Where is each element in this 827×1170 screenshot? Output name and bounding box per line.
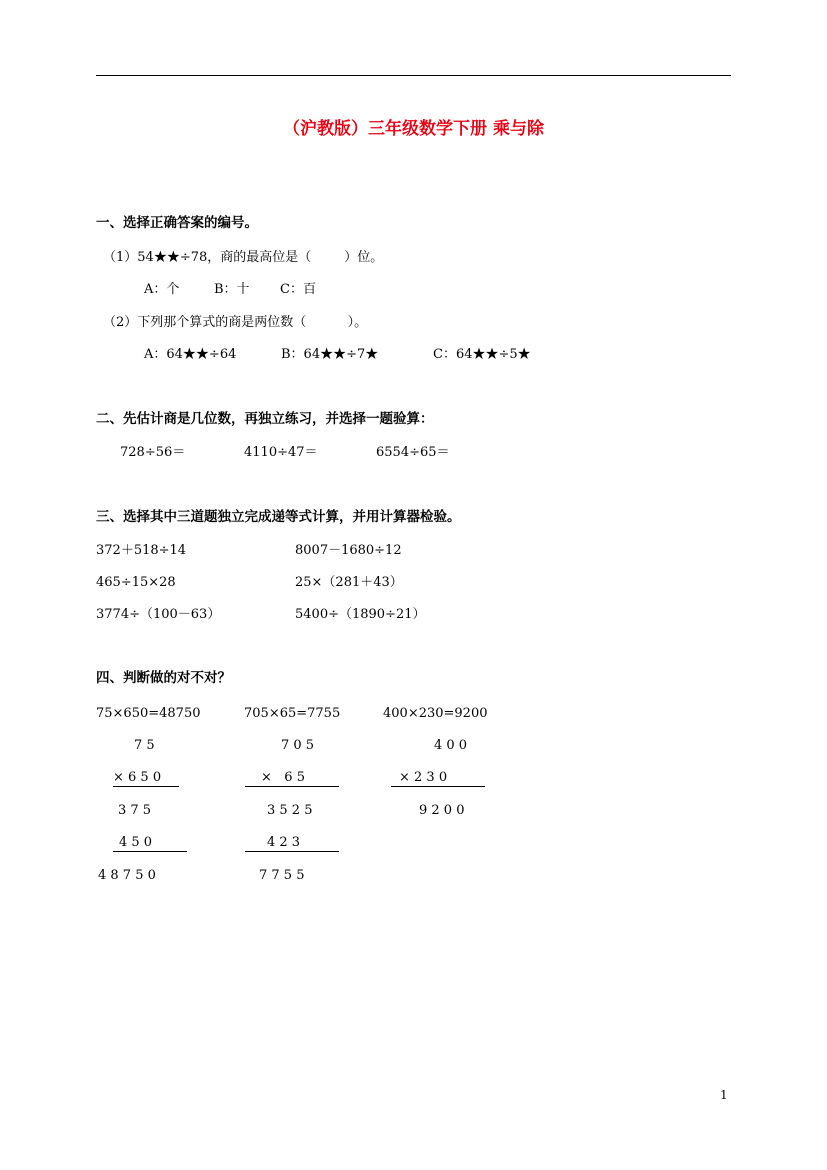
calc3-line1: 4 0 0 [434,738,468,753]
section1-q2-option-b: B：64★★÷7★ [281,347,379,362]
section3-expr-r1c2: 8007－1680÷12 [295,543,402,558]
section1-heading: 一、选择正确答案的编号。 [96,215,258,231]
calc2-line3: 3 5 2 5 [267,803,313,818]
section4-equation-2: 705×65=7755 [244,706,341,721]
section4-equation-3: 400×230=9200 [383,706,488,721]
section3-expr-r3c1: 3774÷（100－63） [96,607,221,622]
section3-expr-r2c2: 25×（281＋43） [295,575,403,590]
section1-q2-option-a: A：64★★÷64 [144,347,237,362]
section3-heading: 三、选择其中三道题独立完成递等式计算，并用计算器检验。 [96,509,461,525]
calc2-line1: 7 0 5 [281,738,315,753]
section2-heading: 二、先估计商是几位数，再独立练习，并选择一题验算： [96,411,434,427]
calc1-line2: × 6 5 0 [113,771,179,787]
section2-expr-3: 6554÷65＝ [376,445,450,460]
section2-expr-1: 728÷56＝ [120,445,186,460]
section3-expr-r3c2: 5400÷（1890÷21） [295,607,426,622]
calc2-line4: 4 2 3 [245,836,339,852]
section4-equation-1: 75×650=48750 [96,706,201,721]
section1-question2: （2）下列那个算式的商是两位数（ ）。 [103,315,368,330]
section1-q2-option-c: C：64★★÷5★ [433,347,531,362]
calc1-line3: 3 7 5 [118,803,152,818]
section2-expr-2: 4110÷47＝ [244,445,318,460]
header-rule [96,75,731,76]
calc1-line5: 4 8 7 5 0 [98,868,156,883]
calc1-line4: 4 5 0 [113,836,187,852]
section1-q1-option-c: C：百 [280,282,316,297]
section3-expr-r2c1: 465÷15×28 [96,575,176,590]
calc1-line1: 7 5 [134,738,155,753]
section3-expr-r1c1: 372＋518÷14 [96,543,187,558]
calc3-line3: 9 2 0 0 [419,803,465,818]
page-title: （沪教版）三年级数学下册 乘与除 [283,119,544,139]
page-number: 1 [720,1088,728,1102]
section4-heading: 四、判断做的对不对？ [96,670,231,686]
calc2-line5: 7 7 5 5 [259,868,305,883]
calc3-line2: × 2 3 0 [391,771,485,787]
calc2-line2: × 6 5 [245,771,339,787]
section1-question1: （1）54★★÷78，商的最高位是（ ）位。 [103,250,384,265]
section1-q1-option-b: B：十 [214,282,250,297]
section1-q1-option-a: A：个 [144,282,180,297]
